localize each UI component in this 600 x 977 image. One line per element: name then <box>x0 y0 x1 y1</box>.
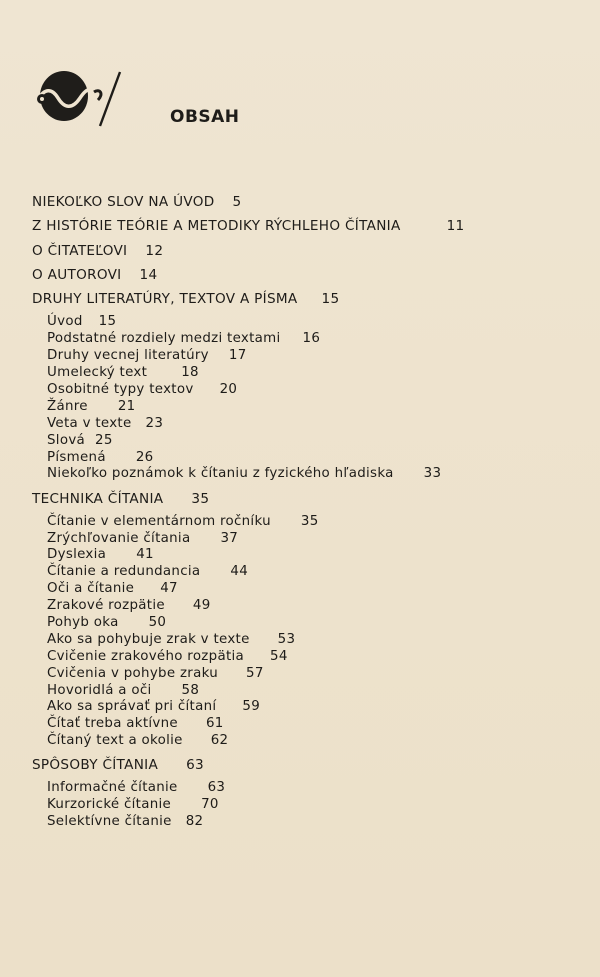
entry-label: Ako sa správať pri čítaní <box>47 699 217 715</box>
section-page: 14 <box>139 267 158 284</box>
toc-entry[interactable] <box>47 546 572 563</box>
section-label: O AUTOROVI <box>32 267 122 284</box>
entry-page: 37 <box>220 530 239 546</box>
entry-label: Čítať treba aktívne <box>47 716 178 732</box>
entry-page: 49 <box>192 598 211 614</box>
section-label: SPÔSOBY ČÍTANIA <box>32 757 159 774</box>
entry-page: 26 <box>135 449 154 465</box>
section-label: NIEKOĽKO SLOV NA ÚVOD <box>32 194 215 211</box>
entry-page: 23 <box>145 415 164 431</box>
entry-label: Hovoridlá a oči <box>47 682 152 698</box>
toc-entry[interactable] <box>47 330 572 347</box>
entry-label: Podstatné rozdiely medzi textami <box>47 331 281 347</box>
entry-page: 15 <box>98 314 117 330</box>
toc-entry[interactable] <box>47 631 572 648</box>
section-label: Z HISTÓRIE TEÓRIE A METODIKY RÝCHLEHO ČÍTANIA <box>32 218 401 235</box>
entry-label: Úvod <box>47 314 83 330</box>
toc-entry[interactable] <box>47 580 572 597</box>
toc-entry[interactable] <box>47 614 572 631</box>
entry-page: 61 <box>205 716 224 732</box>
toc-entry[interactable] <box>47 530 572 547</box>
entry-label: Zrýchľovanie čítania <box>47 530 191 546</box>
entry-label: Pohyb oka <box>47 614 119 630</box>
section-page: 12 <box>145 242 164 259</box>
toc-entry[interactable] <box>47 715 572 732</box>
entry-page: 58 <box>181 682 200 698</box>
entry-page: 20 <box>219 381 238 397</box>
entry-page: 47 <box>160 581 178 597</box>
entry-page: 82 <box>185 814 204 830</box>
toc-section[interactable] <box>32 214 572 238</box>
entry-page: 70 <box>201 797 219 813</box>
entry-label: Žánre <box>47 398 88 414</box>
toc-section[interactable] <box>32 263 572 287</box>
entry-label: Kurzorické čítanie <box>47 797 172 813</box>
entry-label: Čítaný text a okolie <box>47 733 183 749</box>
toc-entry[interactable] <box>47 779 572 796</box>
entry-page: 59 <box>242 699 261 715</box>
entry-label: Informačné čítanie <box>47 780 178 796</box>
toc-subsection-list <box>32 513 572 749</box>
toc-entry[interactable] <box>47 698 572 715</box>
entry-label: Cvičenia v pohybe zraku <box>47 665 219 681</box>
toc-entry[interactable] <box>47 597 572 614</box>
section-page: 63 <box>186 757 204 774</box>
entry-label: Niekoľko poznámok k čítaniu z fyzického hľadiska <box>47 466 394 482</box>
entry-page: 35 <box>300 513 319 529</box>
entry-label: Selektívne čítanie <box>47 814 172 830</box>
entry-page: 18 <box>181 365 199 381</box>
toc-entry[interactable] <box>47 415 572 432</box>
toc-entry[interactable] <box>47 381 572 398</box>
toc-section[interactable] <box>32 753 572 777</box>
entry-page: 63 <box>207 780 226 796</box>
section-page: 11 <box>446 218 465 235</box>
entry-label: Zrakové rozpätie <box>47 598 165 614</box>
toc-entry[interactable] <box>47 466 572 483</box>
entry-page: 25 <box>95 432 113 448</box>
entry-page: 44 <box>230 564 249 580</box>
section-page: 5 <box>232 194 242 211</box>
entry-label: Písmená <box>47 449 106 465</box>
entry-page: 16 <box>302 331 321 347</box>
entry-page: 41 <box>136 547 154 563</box>
eye-wave-logo-icon <box>34 66 130 130</box>
entry-label: Slová <box>47 432 86 448</box>
toc-entry[interactable] <box>47 347 572 364</box>
entry-label: Čítanie v elementárnom ročníku <box>47 513 271 529</box>
toc-entry[interactable] <box>47 563 572 580</box>
toc-entry[interactable] <box>47 364 572 381</box>
toc-entry[interactable] <box>47 313 572 330</box>
entry-page: 17 <box>228 348 247 364</box>
toc-entry[interactable] <box>47 682 572 699</box>
entry-page: 21 <box>117 398 136 414</box>
toc-entry[interactable] <box>47 665 572 682</box>
entry-label: Osobitné typy textov <box>47 381 194 397</box>
toc-entry[interactable] <box>47 513 572 530</box>
entry-page: 54 <box>270 648 288 664</box>
entry-page: 50 <box>148 614 167 630</box>
entry-page: 33 <box>423 466 442 482</box>
entry-label: Oči a čítanie <box>47 581 135 597</box>
entry-page: 53 <box>277 631 296 647</box>
toc-entry[interactable] <box>47 648 572 665</box>
toc-subsection-list <box>32 779 572 830</box>
section-page: 15 <box>321 291 340 308</box>
entry-page: 62 <box>210 733 229 749</box>
section-label: TECHNIKA ČÍTANIA <box>32 490 164 507</box>
toc-entry[interactable] <box>47 432 572 449</box>
entry-page: 57 <box>246 665 264 681</box>
entry-label: Umelecký text <box>47 365 148 381</box>
toc-section[interactable] <box>32 239 572 263</box>
table-of-contents <box>32 190 572 834</box>
toc-entry[interactable] <box>47 732 572 749</box>
entry-label: Ako sa pohybuje zrak v texte <box>47 631 250 647</box>
toc-entry[interactable] <box>47 813 572 830</box>
entry-label: Čítanie a redundancia <box>47 564 201 580</box>
entry-label: Dyslexia <box>47 547 107 563</box>
section-label: O ČITATEĽOVI <box>32 242 128 259</box>
toc-subsection-list <box>32 313 572 482</box>
entry-label: Cvičenie zrakového rozpätia <box>47 648 245 664</box>
section-label: DRUHY LITERATÚRY, TEXTOV A PÍSMA <box>32 291 298 308</box>
entry-label: Veta v texte <box>47 415 132 431</box>
section-page: 35 <box>191 490 210 507</box>
toc-entry[interactable] <box>47 398 572 415</box>
toc-entry[interactable] <box>47 796 572 813</box>
toc-entry[interactable] <box>47 449 572 466</box>
page-title: OBSAH <box>170 107 240 127</box>
entry-label: Druhy vecnej literatúry <box>47 348 209 364</box>
toc-section[interactable] <box>32 486 572 510</box>
toc-section[interactable] <box>32 190 572 214</box>
toc-section[interactable] <box>32 287 572 311</box>
